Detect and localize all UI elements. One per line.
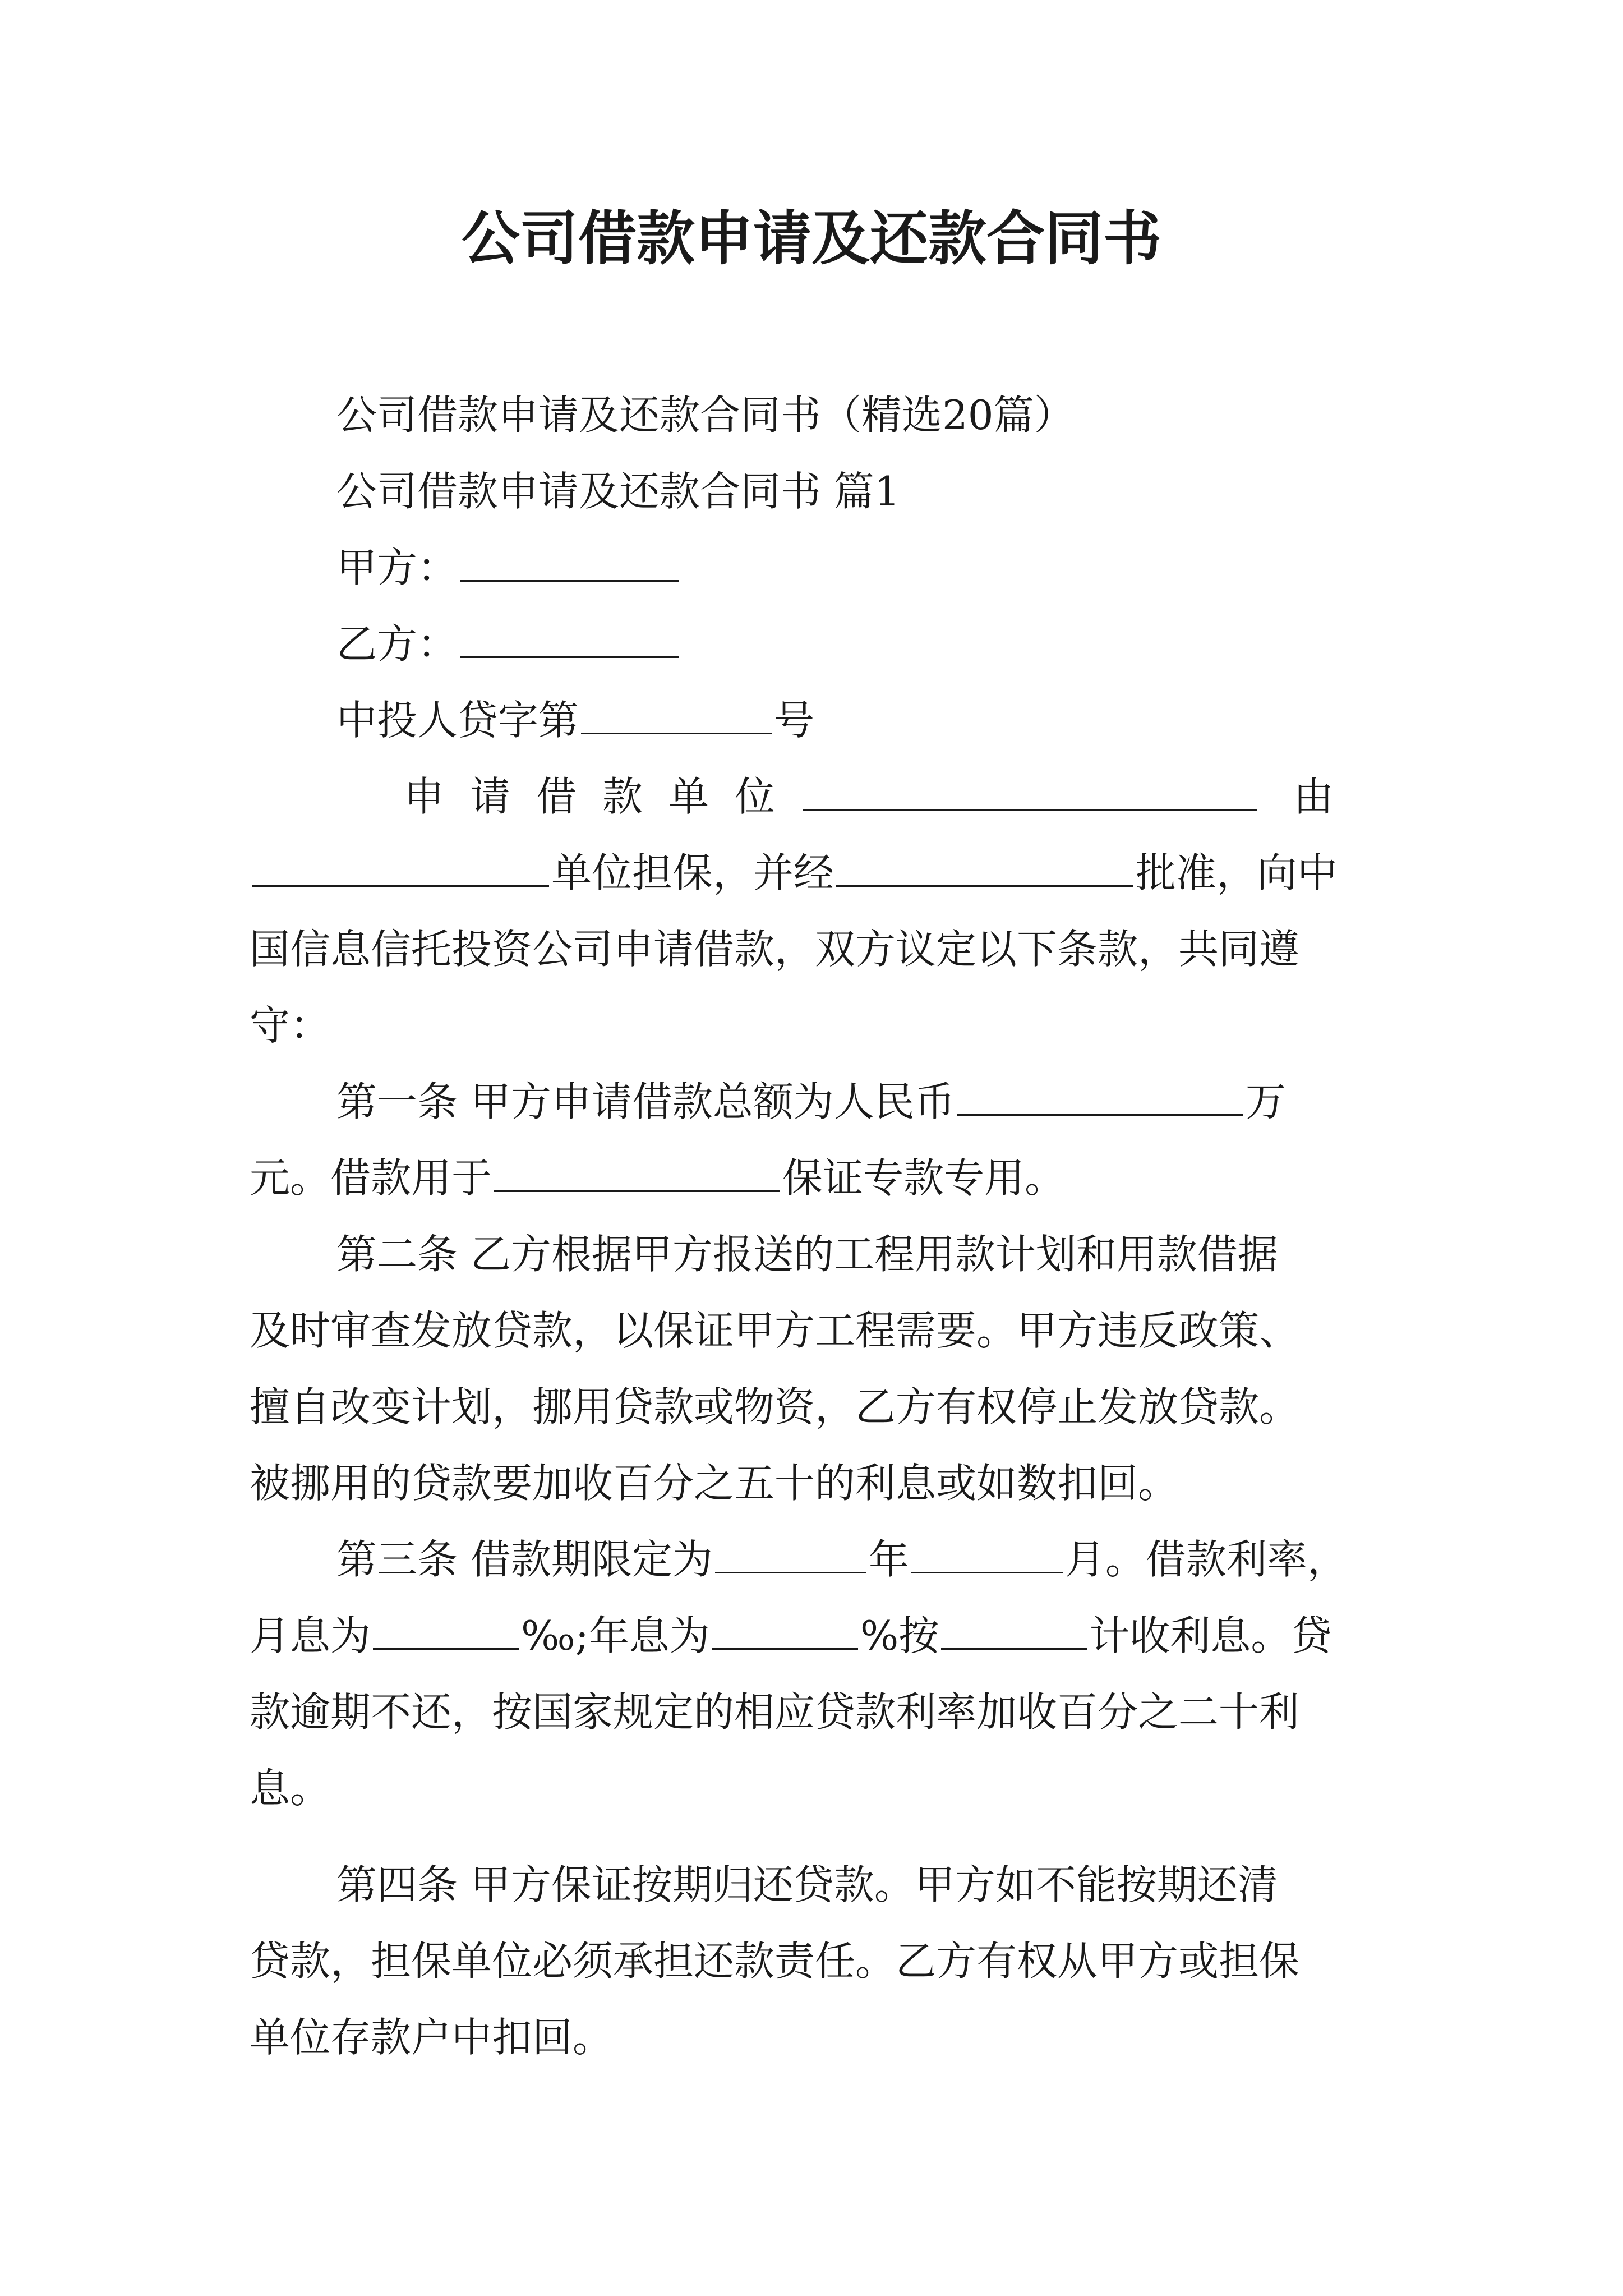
loan-number-suffix: 号	[774, 697, 815, 744]
article-1-line-1	[336, 1062, 1623, 1141]
intro-line-3: 国信息信托投资公司申请借款，双方议定以下条款，共同遵	[250, 926, 1300, 973]
document-title: 公司借款申请及还款合同书	[461, 204, 1161, 273]
annual-rate-label: ‰;年息为	[521, 1612, 710, 1659]
article-2-line-4: 被挪用的贷款要加收百分之五十的利息或如数扣回。	[250, 1460, 1179, 1507]
annual-rate-blank[interactable]	[712, 1612, 858, 1650]
party-b-blank[interactable]	[460, 620, 679, 658]
article-1-line-2	[250, 1139, 1623, 1217]
article-1-unit: 万	[1245, 1078, 1286, 1125]
party-a-label: 甲方：	[336, 544, 458, 591]
article-3-line-2-end: 计收利息。贷	[1089, 1612, 1332, 1659]
interest-basis-label: %按	[860, 1612, 939, 1659]
article-1-text: 第一条 甲方申请借款总额为人民币	[336, 1078, 955, 1125]
article-4-line-3: 单位存款户中扣回。	[250, 2014, 614, 2061]
party-b-label: 乙方：	[336, 620, 458, 668]
article-3-line-4: 息。	[250, 1765, 331, 1812]
loan-number-blank[interactable]	[581, 697, 772, 734]
part-heading: 公司借款申请及还款合同书 篇1	[336, 468, 900, 515]
applicant-unit-label: 申请借款单位	[404, 773, 801, 820]
intro-line-1-end: 由	[1293, 773, 1334, 820]
article-2-line-1: 第二条 乙方根据甲方报送的工程用款计划和用款借据	[336, 1231, 1278, 1278]
intro-line-2-end: 批准，向中	[1136, 849, 1338, 896]
article-4-line-2: 贷款，担保单位必须承担还款责任。乙方有权从甲方或担保	[250, 1938, 1300, 1985]
term-years-blank[interactable]	[715, 1536, 866, 1573]
collection-heading: 公司借款申请及还款合同书（精选20篇）	[336, 392, 1075, 439]
article-3-year-label: 年	[868, 1536, 909, 1583]
monthly-rate-blank[interactable]	[373, 1612, 519, 1650]
article-3-month-label: 月。借款利率，	[1064, 1536, 1348, 1583]
applicant-unit-blank[interactable]	[803, 773, 1257, 811]
article-2-line-2: 及时审查发放贷款，以保证甲方工程需要。甲方违反政策、	[250, 1307, 1300, 1354]
intro-line-2-mid: 单位担保，并经	[551, 849, 834, 896]
intro-line-2	[250, 834, 1623, 912]
guarantor-unit-blank[interactable]	[252, 849, 549, 887]
party-a-blank[interactable]	[460, 544, 679, 582]
article-3-term-label: 第三条 借款期限定为	[336, 1536, 713, 1583]
article-1-purpose-label: 元。借款用于	[250, 1154, 492, 1202]
article-2-line-3: 擅自改变计划，挪用贷款或物资，乙方有权停止发放贷款。	[250, 1383, 1300, 1430]
monthly-rate-label: 月息为	[250, 1612, 371, 1659]
loan-number-line	[336, 681, 1623, 760]
term-months-blank[interactable]	[911, 1536, 1063, 1573]
article-3-line-3: 款逾期不还，按国家规定的相应贷款利率加收百分之二十利	[250, 1688, 1300, 1736]
article-4-line-1: 第四条 甲方保证按期归还贷款。甲方如不能按期还清	[336, 1861, 1278, 1908]
interest-basis-blank[interactable]	[941, 1612, 1087, 1650]
intro-line-4: 守：	[250, 1002, 331, 1049]
loan-amount-blank[interactable]	[957, 1078, 1243, 1116]
loan-purpose-blank[interactable]	[494, 1154, 780, 1192]
party-a-line	[336, 528, 1623, 607]
loan-number-prefix: 中投人贷字第	[336, 697, 579, 744]
article-3-line-2	[250, 1596, 1623, 1675]
article-3-line-1	[336, 1520, 1623, 1599]
party-b-line	[336, 605, 1623, 683]
approver-blank[interactable]	[836, 849, 1133, 887]
intro-line-1	[404, 757, 1623, 836]
article-1-purpose-end: 保证专款专用。	[782, 1154, 1066, 1202]
